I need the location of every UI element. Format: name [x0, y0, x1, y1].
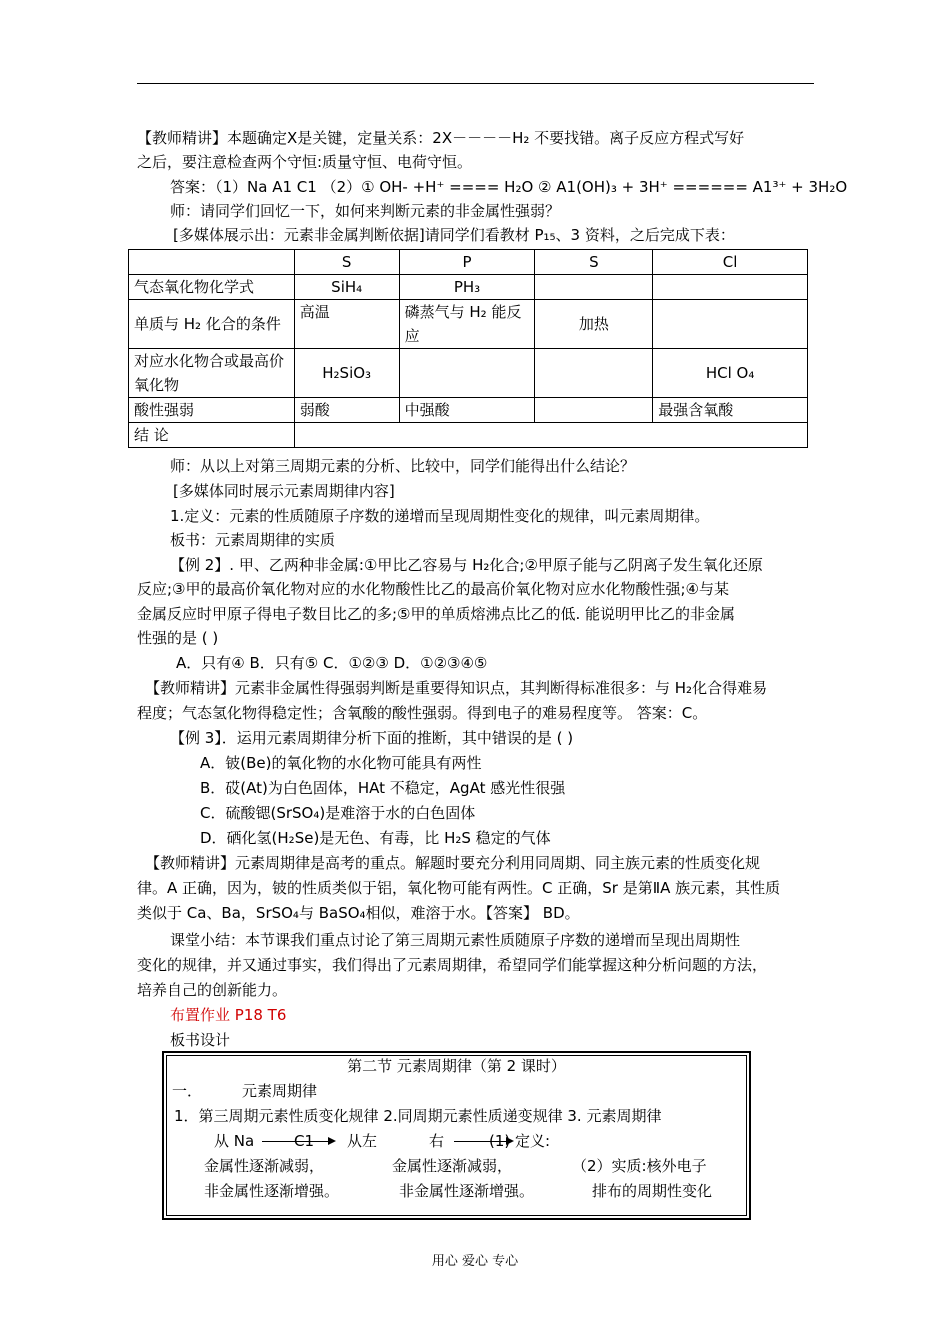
board-section-title: 元素周期律 [242, 1082, 318, 1100]
page-footer: 用心 爱心 专心 [431, 1254, 519, 1269]
table-header-cell: S [294, 250, 399, 275]
question-1: 师：请同学们回忆一下，如何来判断元素的非金属性强弱？ [170, 202, 561, 220]
board-right: 右 [429, 1132, 445, 1150]
example-2-a: 【例 2】. 甲、乙两种非金属:①甲比乙容易与 H₂化合;②甲原子能与乙阴离子发生氧化还原 [170, 556, 763, 574]
row-label: 对应水化物合或最高价氧化物 [129, 349, 295, 398]
table-cell [653, 300, 808, 349]
board-metal-1: 金属性逐渐减弱， [204, 1157, 325, 1175]
table-row [129, 423, 808, 448]
board-section-num: 一． [172, 1082, 203, 1100]
table-header-cell: P [399, 250, 535, 275]
table-cell [294, 423, 807, 448]
table-row [129, 349, 808, 398]
board-note: 板书：元素周期律的实质 [170, 531, 336, 549]
media-note-2: [多媒体同时展示元素周期律内容] [173, 482, 395, 500]
nonmetal-table [128, 249, 808, 448]
table-cell [535, 349, 653, 398]
teacher-note-1b: 之后，要注意检查两个守恒:质量守恒、电荷守恒。 [137, 153, 473, 171]
board-from-left: 从左 [347, 1132, 378, 1150]
board-design-label: 板书设计 [170, 1031, 231, 1049]
summary-3: 培养自己的创新能力。 [137, 981, 288, 999]
table-cell [653, 275, 808, 300]
teacher-note-3b: 律。A 正确，因为，铍的性质类似于铝，氧化物可能有两性。C 正确，Sr 是第ⅡA 族元素，其性质 [137, 879, 781, 897]
table-header-row [129, 250, 808, 275]
board-essence: （2）实质:核外电子 [572, 1157, 707, 1175]
table-header-cell: Cl [653, 250, 808, 275]
table-row [129, 398, 808, 423]
example-3-option-c: C．硫酸锶(SrSO₄)是难溶于水的白色固体 [200, 804, 476, 822]
board-nonmetal-1: 非金属性逐渐增强。 [204, 1182, 340, 1200]
row-label: 单质与 H₂ 化合的条件 [129, 300, 295, 349]
board-c1: C1 [294, 1132, 315, 1150]
table-cell: H₂SiO₃ [294, 349, 399, 398]
table-cell: PH₃ [399, 275, 535, 300]
board-from-na: 从 Na [214, 1132, 255, 1150]
teacher-note-3a: 【教师精讲】元素周期律是高考的重点。解题时要充分利用同周期、同主族元素的性质变化规 [145, 854, 761, 872]
teacher-note-2b: 程度；气态氢化物得稳定性；含氧酸的酸性强弱。得到电子的难易程度等。 答案：C。 [137, 704, 708, 722]
table-cell: 中强酸 [399, 398, 535, 423]
header-rule [137, 83, 814, 84]
example-3-option-a: A．铍(Be)的氧化物的水化物可能具有两性 [200, 754, 482, 772]
row-label: 酸性强弱 [129, 398, 295, 423]
board-definition: (1) 定义: [489, 1132, 551, 1150]
row-label: 结 论 [129, 423, 295, 448]
media-note-1: [多媒体展示出：元素非金属判断依据]请同学们看教材 P₁₅、3 资料，之后完成下表： [173, 226, 735, 244]
board-nonmetal-2: 非金属性逐渐增强。 [399, 1182, 535, 1200]
table-cell: HCl O₄ [653, 349, 808, 398]
board-line-2: 1．第三周期元素性质变化规律 2.同周期元素性质递变规律 3. 元素周期律 [174, 1107, 662, 1125]
teacher-note-2a: 【教师精讲】元素非金属性得强弱判断是重要得知识点，其判断得标准很多：与 H₂化合得难易 [145, 679, 768, 697]
question-2: 师：从以上对第三周期元素的分析、比较中，同学们能得出什么结论？ [170, 457, 636, 475]
table-cell: 高温 [294, 300, 399, 349]
table-header-empty [129, 250, 295, 275]
example-3-option-d: D．硒化氢(H₂Se)是无色、有毒，比 H₂S 稳定的气体 [200, 829, 551, 847]
table-cell: 加热 [535, 300, 653, 349]
table-row [129, 275, 808, 300]
answer-1: 答案：（1）Na A1 C1 （2）① OH- +H⁺ ==== H₂O ② A1(OH)₃ + 3H⁺ ====== A1³⁺ + 3H₂O [170, 178, 848, 196]
board-title: 第二节 元素周期律（第 2 课时） [347, 1057, 566, 1075]
table-cell [399, 349, 535, 398]
homework: 布置作业 P18 T6 [170, 1006, 287, 1024]
example-2-b: 反应;③甲的最高价氧化物对应的水化物酸性比乙的最高价氧化物对应水化物酸性强;④与某 [137, 580, 730, 598]
example-2-c: 金属反应时甲原子得电子数目比乙的多;⑤甲的单质熔沸点比乙的低. 能说明甲比乙的非金属 [137, 605, 736, 623]
example-2-options: A．只有④ B．只有⑤ C．①②③ D．①②③④⑤ [176, 654, 488, 672]
table-cell: 最强含氧酸 [653, 398, 808, 423]
table-cell [535, 398, 653, 423]
table-cell: SiH₄ [294, 275, 399, 300]
summary-2: 变化的规律，并又通过事实，我们得出了元素周期律，希望同学们能掌握这种分析问题的方法， [137, 956, 768, 974]
board-design-box [162, 1051, 751, 1220]
table-header-cell: S [535, 250, 653, 275]
example-3: 【例 3】．运用元素周期律分析下面的推断，其中错误的是 ( ) [170, 729, 574, 747]
table-row [129, 300, 808, 349]
row-label: 气态氧化物化学式 [129, 275, 295, 300]
table-cell: 磷蒸气与 H₂ 能反应 [399, 300, 535, 349]
example-2-d: 性强的是 ( ) [137, 629, 219, 647]
table-cell: 弱酸 [294, 398, 399, 423]
board-essence-2: 排布的周期性变化 [592, 1182, 713, 1200]
teacher-note-1a: 【教师精讲】本题确定X是关键，定量关系：2X－－－－H₂ 不要找错。离子反应方程式写好 [137, 129, 745, 147]
teacher-note-3c: 类似于 Ca、Ba，SrSO₄与 BaSO₄相似，难溶于水。【答案】 BD。 [137, 904, 580, 922]
summary-1: 课堂小结：本节课我们重点讨论了第三周期元素性质随原子序数的递增而呈现出周期性 [170, 931, 741, 949]
example-3-option-b: B．砹(At)为白色固体，HAt 不稳定，AgAt 感光性很强 [200, 779, 566, 797]
definition: 1.定义：元素的性质随原子序数的递增而呈现周期性变化的规律，叫元素周期律。 [170, 507, 710, 525]
table-cell [535, 275, 653, 300]
board-metal-2: 金属性逐渐减弱， [392, 1157, 513, 1175]
